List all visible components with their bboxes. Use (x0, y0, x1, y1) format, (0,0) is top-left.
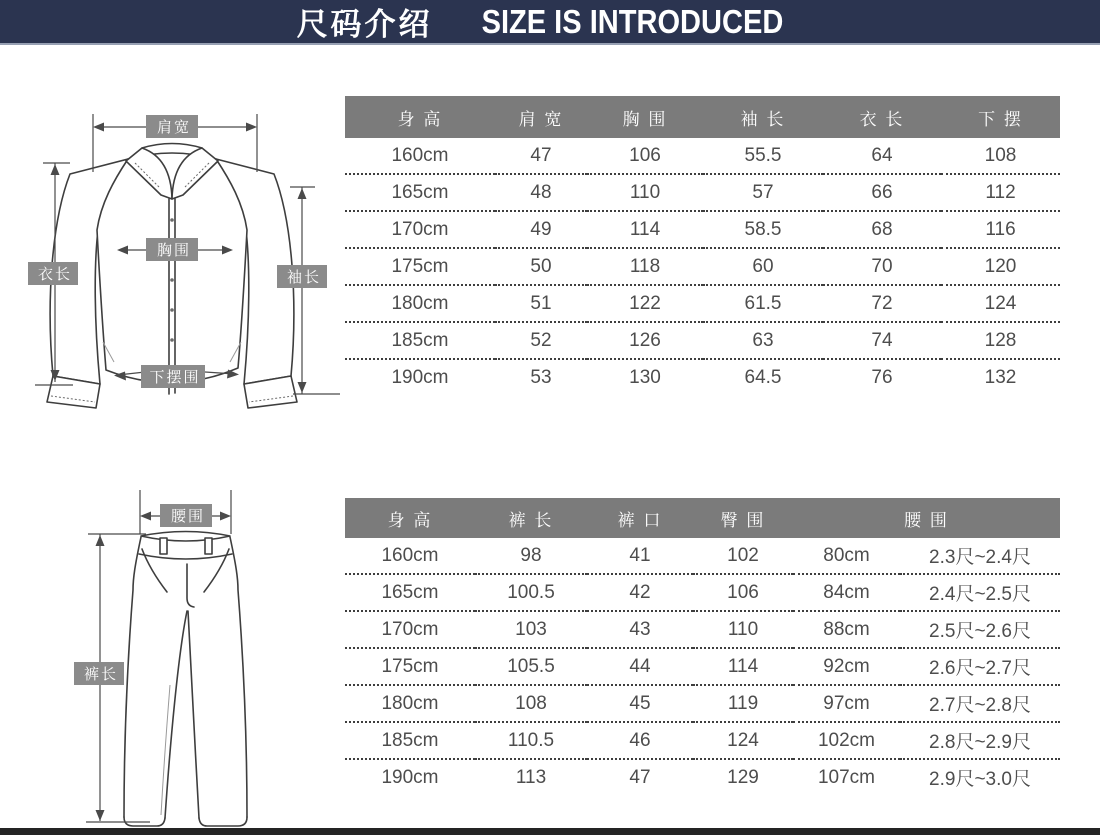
table-cell: 80cm (793, 538, 900, 574)
table-cell: 64 (823, 138, 941, 174)
table-cell: 105.5 (475, 648, 587, 685)
table-cell: 190cm (391, 366, 449, 388)
table-cell: 92cm (793, 648, 900, 685)
table-cell: 98 (475, 538, 587, 574)
shoulder-arrow-left (93, 123, 104, 132)
table-cell: 84cm (793, 574, 900, 611)
table-cell: 50 (495, 248, 587, 285)
shirt-button (170, 308, 174, 312)
table-cell: 170cm (345, 611, 475, 648)
table-cell: 97cm (793, 685, 900, 722)
table-cell: 48 (495, 174, 587, 211)
shirt-col-shoulder: 肩 宽 (495, 96, 587, 138)
pants-left-inseam (165, 611, 187, 818)
table-cell: 132 (984, 366, 1017, 388)
table-cell: 53 (530, 366, 552, 388)
table-row (345, 138, 1060, 174)
length-arrow-up (51, 164, 60, 175)
table-cell: 58.5 (703, 211, 823, 248)
table-cell: 2.4尺~2.5尺 (900, 574, 1060, 611)
table-cell: 113 (515, 766, 547, 788)
waist-arrow-right (220, 512, 231, 521)
table-row (345, 211, 1060, 248)
table-cell: 47 (495, 138, 587, 174)
table-cell: 61.5 (703, 285, 823, 322)
table-row (345, 248, 1060, 285)
pants-waistband-bottom (139, 554, 232, 559)
table-row (345, 611, 1060, 648)
length-label: 衣长 (37, 266, 73, 283)
table-row (345, 359, 1060, 395)
table-cell: 112 (941, 174, 1060, 211)
banner-title-chinese: 尺码介绍 (296, 7, 433, 42)
table-cell: 64.5 (744, 366, 782, 388)
table-cell: 2.3尺~2.4尺 (900, 538, 1060, 574)
table-cell: 170cm (345, 211, 495, 248)
pants-right-outer (230, 537, 247, 817)
table-cell: 118 (587, 248, 703, 285)
table-row (345, 322, 1060, 359)
table-cell: 116 (941, 211, 1060, 248)
table-cell: 44 (587, 648, 693, 685)
sleeve-arrow-down (298, 382, 307, 393)
waist-arrow-left (140, 512, 151, 521)
title-banner (0, 0, 1100, 45)
table-cell: 110 (587, 174, 703, 211)
pants-right-inseam (188, 611, 199, 818)
table-row (345, 174, 1060, 211)
pants-size-table (345, 498, 1060, 795)
table-cell: 106 (587, 138, 703, 174)
pants-length-arrow-down (96, 810, 105, 821)
shirt-button (170, 218, 174, 222)
shirt-collar-back (142, 144, 202, 149)
table-cell: 114 (693, 648, 793, 685)
table-cell: 49 (495, 211, 587, 248)
table-cell: 72 (823, 285, 941, 322)
table-cell: 126 (587, 322, 703, 359)
table-cell: 47 (629, 766, 651, 788)
pants-fly (187, 564, 194, 607)
shirt-table-header-row (345, 96, 1060, 138)
table-row (345, 574, 1060, 611)
table-cell: 51 (495, 285, 587, 322)
table-cell: 63 (703, 322, 823, 359)
table-cell: 102 (693, 538, 793, 574)
table-row (345, 722, 1060, 759)
table-cell: 124 (941, 285, 1060, 322)
table-cell: 106 (693, 574, 793, 611)
table-cell: 110.5 (475, 722, 587, 759)
shirt-col-length: 衣 长 (823, 96, 941, 138)
table-cell: 120 (941, 248, 1060, 285)
table-cell: 76 (871, 366, 893, 388)
table-cell: 190cm (381, 766, 439, 788)
table-cell: 108 (941, 138, 1060, 174)
shirt-measurement-diagram (0, 60, 345, 420)
shoulder-arrow-right (246, 123, 257, 132)
shirt-col-height: 身 高 (345, 96, 495, 138)
table-cell: 175cm (345, 248, 495, 285)
hem-label: 下摆围 (149, 369, 201, 386)
table-cell: 60 (703, 248, 823, 285)
table-row (345, 285, 1060, 322)
pants-measurement-diagram (0, 470, 345, 837)
bottom-divider-bar (0, 828, 1100, 835)
table-cell: 122 (587, 285, 703, 322)
waist-label: 腰围 (170, 508, 206, 525)
pants-waist-rim (141, 532, 230, 542)
table-cell: 128 (941, 322, 1060, 359)
shirt-button (170, 278, 174, 282)
table-cell: 114 (587, 211, 703, 248)
pants-col-length: 裤 长 (475, 498, 587, 538)
shirt-size-table (345, 96, 1060, 395)
table-cell: 66 (823, 174, 941, 211)
table-cell: 119 (693, 685, 793, 722)
table-cell: 102cm (793, 722, 900, 759)
table-cell: 160cm (345, 538, 475, 574)
table-cell: 68 (823, 211, 941, 248)
table-cell: 46 (587, 722, 693, 759)
table-cell: 45 (587, 685, 693, 722)
table-cell: 57 (703, 174, 823, 211)
chest-label: 胸围 (156, 242, 192, 259)
table-cell: 175cm (345, 648, 475, 685)
pants-belt-loop-left (160, 538, 167, 554)
table-cell: 180cm (345, 285, 495, 322)
pants-col-hip: 臀 围 (693, 498, 793, 538)
table-cell: 180cm (345, 685, 475, 722)
table-cell: 160cm (345, 138, 495, 174)
table-cell: 103 (475, 611, 587, 648)
shoulder-label: 肩宽 (156, 119, 192, 136)
pants-length-arrow-up (96, 535, 105, 546)
table-cell: 108 (475, 685, 587, 722)
pants-table-header-row (345, 498, 1060, 538)
pants-left-crease (161, 685, 170, 815)
table-cell: 100.5 (475, 574, 587, 611)
sleeve-arrow-up (298, 188, 307, 199)
shirt-body (97, 153, 247, 383)
table-cell: 41 (587, 538, 693, 574)
table-cell: 43 (587, 611, 693, 648)
banner-title-english: SIZE IS INTRODUCED (481, 2, 783, 40)
table-cell: 165cm (345, 174, 495, 211)
pants-length-label: 裤长 (83, 666, 119, 683)
table-cell: 129 (727, 766, 759, 788)
table-row (345, 648, 1060, 685)
pants-col-waist: 腰 围 (793, 498, 1060, 538)
shirt-col-hem: 下 摆 (941, 96, 1060, 138)
table-cell: 2.9尺~3.0尺 (929, 769, 1031, 790)
table-cell: 2.7尺~2.8尺 (900, 685, 1060, 722)
table-cell: 74 (823, 322, 941, 359)
table-cell: 185cm (345, 322, 495, 359)
shirt-button (170, 338, 174, 342)
table-cell: 107cm (817, 766, 876, 788)
table-cell: 2.5尺~2.6尺 (900, 611, 1060, 648)
pants-col-height: 身 高 (345, 498, 475, 538)
pants-left-outer (124, 537, 141, 817)
table-cell: 55.5 (703, 138, 823, 174)
table-cell: 42 (587, 574, 693, 611)
table-cell: 110 (693, 611, 793, 648)
shirt-col-chest: 胸 围 (587, 96, 703, 138)
sleeve-label: 袖长 (286, 269, 322, 286)
table-cell: 165cm (345, 574, 475, 611)
table-cell: 124 (693, 722, 793, 759)
table-cell: 2.8尺~2.9尺 (900, 722, 1060, 759)
pants-belt-loop-right (205, 538, 212, 554)
pants-right-hem (199, 817, 247, 826)
table-cell: 70 (823, 248, 941, 285)
table-row (345, 538, 1060, 574)
pants-drawing (124, 532, 247, 827)
table-row (345, 759, 1060, 795)
table-row (345, 685, 1060, 722)
shirt-col-sleeve: 袖 长 (703, 96, 823, 138)
table-cell: 88cm (793, 611, 900, 648)
table-cell: 2.6尺~2.7尺 (900, 648, 1060, 685)
table-cell: 185cm (345, 722, 475, 759)
table-cell: 52 (495, 322, 587, 359)
pants-col-legopening: 裤 口 (587, 498, 693, 538)
table-cell: 130 (629, 366, 661, 388)
